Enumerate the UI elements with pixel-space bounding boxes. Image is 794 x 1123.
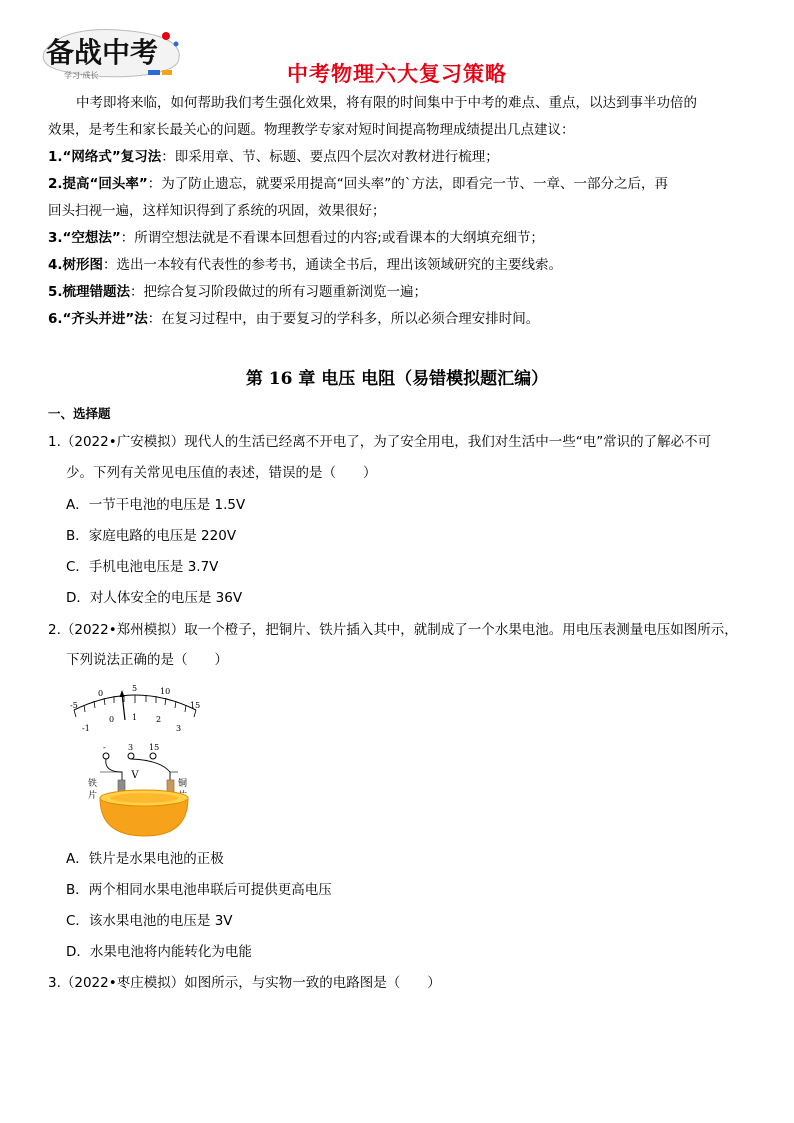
question-2-option-d: D．水果电池将内能转化为电能 bbox=[66, 944, 252, 960]
logo-text: 备战中考 bbox=[46, 36, 159, 69]
tip-2 bbox=[48, 171, 768, 198]
tip-3 bbox=[48, 225, 768, 252]
tip-body: 回头扫视一遍，这样知识得到了系统的巩固，效果很好； bbox=[48, 203, 386, 219]
question-1-option-c: C．手机电池电压是 3.7V bbox=[66, 559, 219, 575]
lower-scale-label: -1 bbox=[82, 724, 90, 733]
question-2-line-2: 下列说法正确的是（ ） bbox=[66, 652, 228, 668]
iron-label: 片 bbox=[88, 791, 98, 801]
terminal-label: 3 bbox=[128, 743, 134, 752]
question-2-line-1: 2.（2022•郑州模拟）取一个橙子，把铜片、铁片插入其中，就制成了一个水果电池。用电压表测量电压如图所示， bbox=[48, 622, 738, 638]
iron-label: 铁 bbox=[88, 779, 98, 789]
tip-heading: 6.“齐头并进”法 bbox=[48, 311, 148, 327]
terminal-label: - bbox=[103, 743, 106, 752]
section-title: 一、选择题 bbox=[48, 406, 111, 421]
tip-5 bbox=[48, 279, 768, 306]
intro-line-2: 效果，是考生和家长最关心的问题。物理教学专家对短时间提高物理成绩提出几点建议： bbox=[48, 122, 575, 138]
fruit-battery-figure bbox=[60, 676, 210, 841]
copper-label: 铜 bbox=[178, 779, 188, 789]
tip-body: ：把综合复习阶段做过的所有习题重新浏览一遍； bbox=[130, 284, 428, 300]
tip-body: ：在复习过程中，由于要复习的学科多，所以必须合理安排时间。 bbox=[147, 311, 540, 327]
lower-scale-label: 3 bbox=[176, 724, 182, 733]
upper-scale-label: 0 bbox=[98, 689, 104, 698]
question-1-option-d: D．对人体安全的电压是 36V bbox=[66, 590, 243, 606]
question-2-option-c: C．该水果电池的电压是 3V bbox=[66, 913, 233, 929]
tip-heading: 3.“空想法” bbox=[48, 230, 121, 246]
voltmeter-symbol: V bbox=[131, 770, 139, 781]
lower-scale-label: 0 bbox=[109, 715, 115, 724]
upper-scale-label: 5 bbox=[132, 684, 138, 693]
question-3-line-1: 3.（2022•枣庄模拟）如图所示，与实物一致的电路图是（ ） bbox=[48, 975, 441, 991]
tip-body: ：选出一本较有代表性的参考书，通读全书后，理出该领域研究的主要线索。 bbox=[103, 257, 563, 273]
tip-heading: 1.“网络式”复习法 bbox=[48, 149, 162, 165]
question-1-option-a: A．一节干电池的电压是 1.5V bbox=[66, 497, 246, 513]
lower-scale-label: 1 bbox=[132, 713, 138, 722]
tip-heading: 5.梳理错题法 bbox=[48, 284, 131, 300]
tip-heading: 4.树形图 bbox=[48, 257, 104, 273]
tip-6 bbox=[48, 306, 768, 333]
tip-2-continued bbox=[48, 198, 768, 225]
tip-body: ：为了防止遗忘，就要采用提高“回头率”的`方法，即看完一节、一章、一部分之后，再 bbox=[147, 176, 669, 192]
upper-scale-label: -5 bbox=[70, 701, 78, 710]
question-2-option-a: A．铁片是水果电池的正极 bbox=[66, 851, 224, 867]
tip-heading: 2.提高“回头率” bbox=[48, 176, 148, 192]
question-2-option-b: B．两个相同水果电池串联后可提供更高电压 bbox=[66, 882, 332, 898]
question-1-option-b: B．家庭电路的电压是 220V bbox=[66, 528, 237, 544]
voltmeter-needle bbox=[122, 694, 125, 720]
intro-line-1: 中考即将来临，如何帮助我们考生强化效果，将有限的时间集中于中考的难点、重点，以达到事半功倍的 bbox=[76, 95, 697, 111]
tip-4 bbox=[48, 252, 768, 279]
chapter-title: 第 16 章 电压 电阻（易错模拟题汇编） bbox=[245, 369, 549, 389]
tip-1 bbox=[48, 144, 768, 171]
question-1-line-2: 少。下列有关常见电压值的表述，错误的是（ ） bbox=[66, 465, 377, 481]
question-1-line-1: 1.（2022•广安模拟）现代人的生活已经离不开电了，为了安全用电，我们对生活中一些“电”常识的了解必不可 bbox=[48, 434, 712, 450]
upper-scale-label: 10 bbox=[160, 687, 171, 696]
upper-scale-label: 15 bbox=[190, 701, 201, 710]
logo-subtext: 学习·成长 bbox=[64, 71, 99, 80]
tip-body: ：即采用章、节、标题、要点四个层次对教材进行梳理； bbox=[161, 149, 499, 165]
tip-body: ：所谓空想法就是不看课本回想看过的内容;或看课本的大纲填充细节； bbox=[120, 230, 544, 246]
terminal-label: 15 bbox=[149, 743, 160, 752]
page-title: 中考物理六大复习策略 bbox=[287, 62, 507, 86]
lower-scale-label: 2 bbox=[156, 715, 162, 724]
